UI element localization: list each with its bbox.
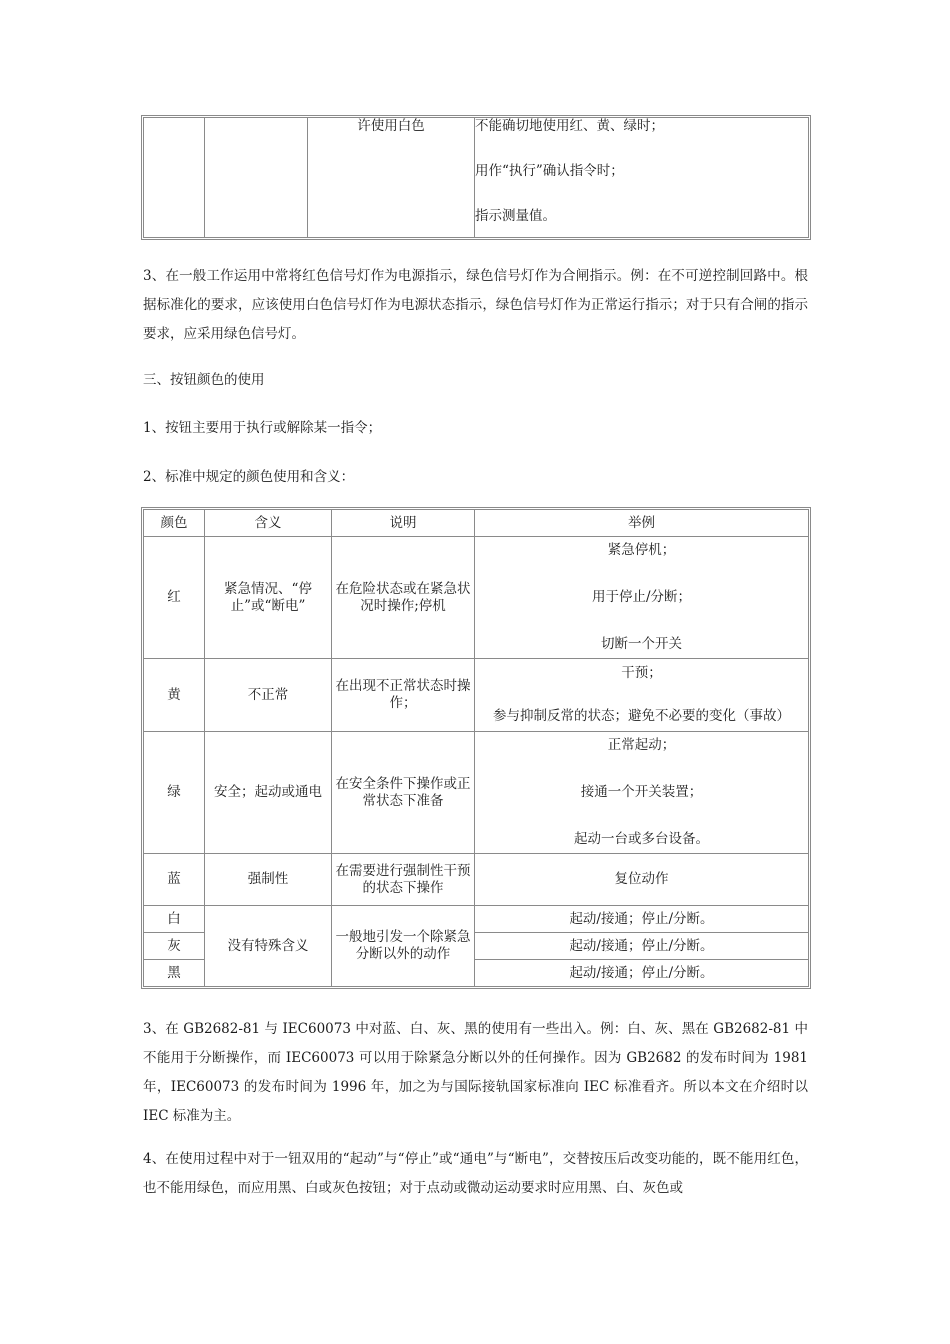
paragraph-button-purpose: 1、按钮主要用于执行或解除某一指令；: [143, 420, 382, 436]
cell-meaning: 强制性: [205, 854, 332, 906]
cell-description: 在安全条件下操作或正常状态下准备: [332, 732, 475, 854]
example-line: 用于停止/分断；: [591, 589, 692, 606]
cell-meaning: 紧急情况、“停止”或“断电”: [205, 537, 332, 659]
table-cell-usage: [475, 118, 809, 238]
cell-description: 在危险状态或在紧急状况时操作;停机: [332, 537, 475, 659]
paragraph-signal-lamp: 3、在一般工作运用中常将红色信号灯作为电源指示，绿色信号灯作为合闸指示。例：在不可逆控制回路中。根据标准化的要求，应该使用白色信号灯作为电源状态指示，绿色信号灯作为正常运行指示；对于只有合闸的指示要求，应采用绿色信号灯。: [143, 268, 808, 342]
table-row: [144, 118, 809, 238]
table-cell-note: 许使用白色: [308, 118, 475, 238]
cell-description: 一般地引发一个除紧急分断以外的动作: [332, 906, 475, 987]
cell-color: 红: [144, 537, 205, 659]
cell-example: 起动/接通；停止/分断。: [475, 933, 809, 960]
cell-color: 绿: [144, 732, 205, 854]
example-line: 切断一个开关: [601, 635, 682, 652]
table-header-row: [144, 510, 809, 537]
paragraph-dual-function-button: 4、在使用过程中对于一钮双用的“起动”与“停止”或“通电”与“断电”，交替按压后改变功能的，既不能用红色，也不能用绿色，而应用黑、白或灰色按钮；对于点动或微动运动要求时应用黑、白、灰色或: [143, 1151, 808, 1196]
example-line: 参与抑制反常的状态；避免不必要的变化（事故）: [493, 708, 790, 724]
cell-meaning: 安全；起动或通电: [205, 732, 332, 854]
cell-description: 在出现不正常状态时操作；: [332, 659, 475, 732]
table-row: [144, 854, 809, 906]
button-color-table: [143, 509, 809, 987]
indicator-color-table-continued: [143, 117, 809, 238]
cell-meaning: 不正常: [205, 659, 332, 732]
header-color: 颜色: [144, 510, 205, 537]
cell-example: 复位动作: [475, 854, 809, 906]
usage-line: 不能确切地使用红、黄、绿时；: [475, 118, 664, 134]
cell-color: 黑: [144, 960, 205, 987]
cell-example: 起动/接通；停止/分断。: [475, 906, 809, 933]
cell-example: 起动/接通；停止/分断。: [475, 960, 809, 987]
table-cell-empty: [144, 118, 205, 238]
cell-meaning: 没有特殊含义: [205, 906, 332, 987]
example-line: 正常起动；: [607, 737, 676, 754]
header-description: 说明: [332, 510, 475, 537]
cell-description: 在需要进行强制性干预的状态下操作: [332, 854, 475, 906]
table-row: [144, 906, 809, 933]
cell-color: 灰: [144, 933, 205, 960]
paragraph-standard-comparison: 3、在 GB2682-81 与 IEC60073 中对蓝、白、灰、黑的使用有一些出入。例：白、灰、黑在 GB2682-81 中不能用于分断操作，而 IEC60073 可以用于除紧急分断以外的任何操作。因为 GB2682 的发布时间为 1981 年，IEC60073 的发布时间为 1996 年，加之为与国际接轨国家标准向 IEC 标准看齐。所以本文在介绍时以 IEC 标准为主。: [143, 1021, 808, 1124]
usage-line: 指示测量值。: [475, 207, 556, 224]
table-row: [144, 732, 809, 854]
example-line: 干预；: [621, 665, 662, 682]
header-meaning: 含义: [205, 510, 332, 537]
cell-example: [475, 659, 809, 732]
cell-color: 黄: [144, 659, 205, 732]
table-row: [144, 537, 809, 659]
usage-line: 用作“执行”确认指令时；: [475, 162, 624, 179]
section-heading: 三、按钮颜色的使用: [143, 372, 265, 388]
cell-color: 白: [144, 906, 205, 933]
example-line: 起动一台或多台设备。: [574, 830, 709, 847]
table-cell-empty: [205, 118, 308, 238]
table-row: [144, 659, 809, 732]
header-example: 举例: [475, 510, 809, 537]
example-line: 接通一个开关装置；: [580, 784, 703, 801]
cell-color: 蓝: [144, 854, 205, 906]
cell-example: [475, 732, 809, 854]
paragraph-standard-intro: 2、标准中规定的颜色使用和含义：: [143, 469, 355, 485]
cell-example: [475, 537, 809, 659]
example-line: 紧急停机；: [607, 542, 676, 559]
